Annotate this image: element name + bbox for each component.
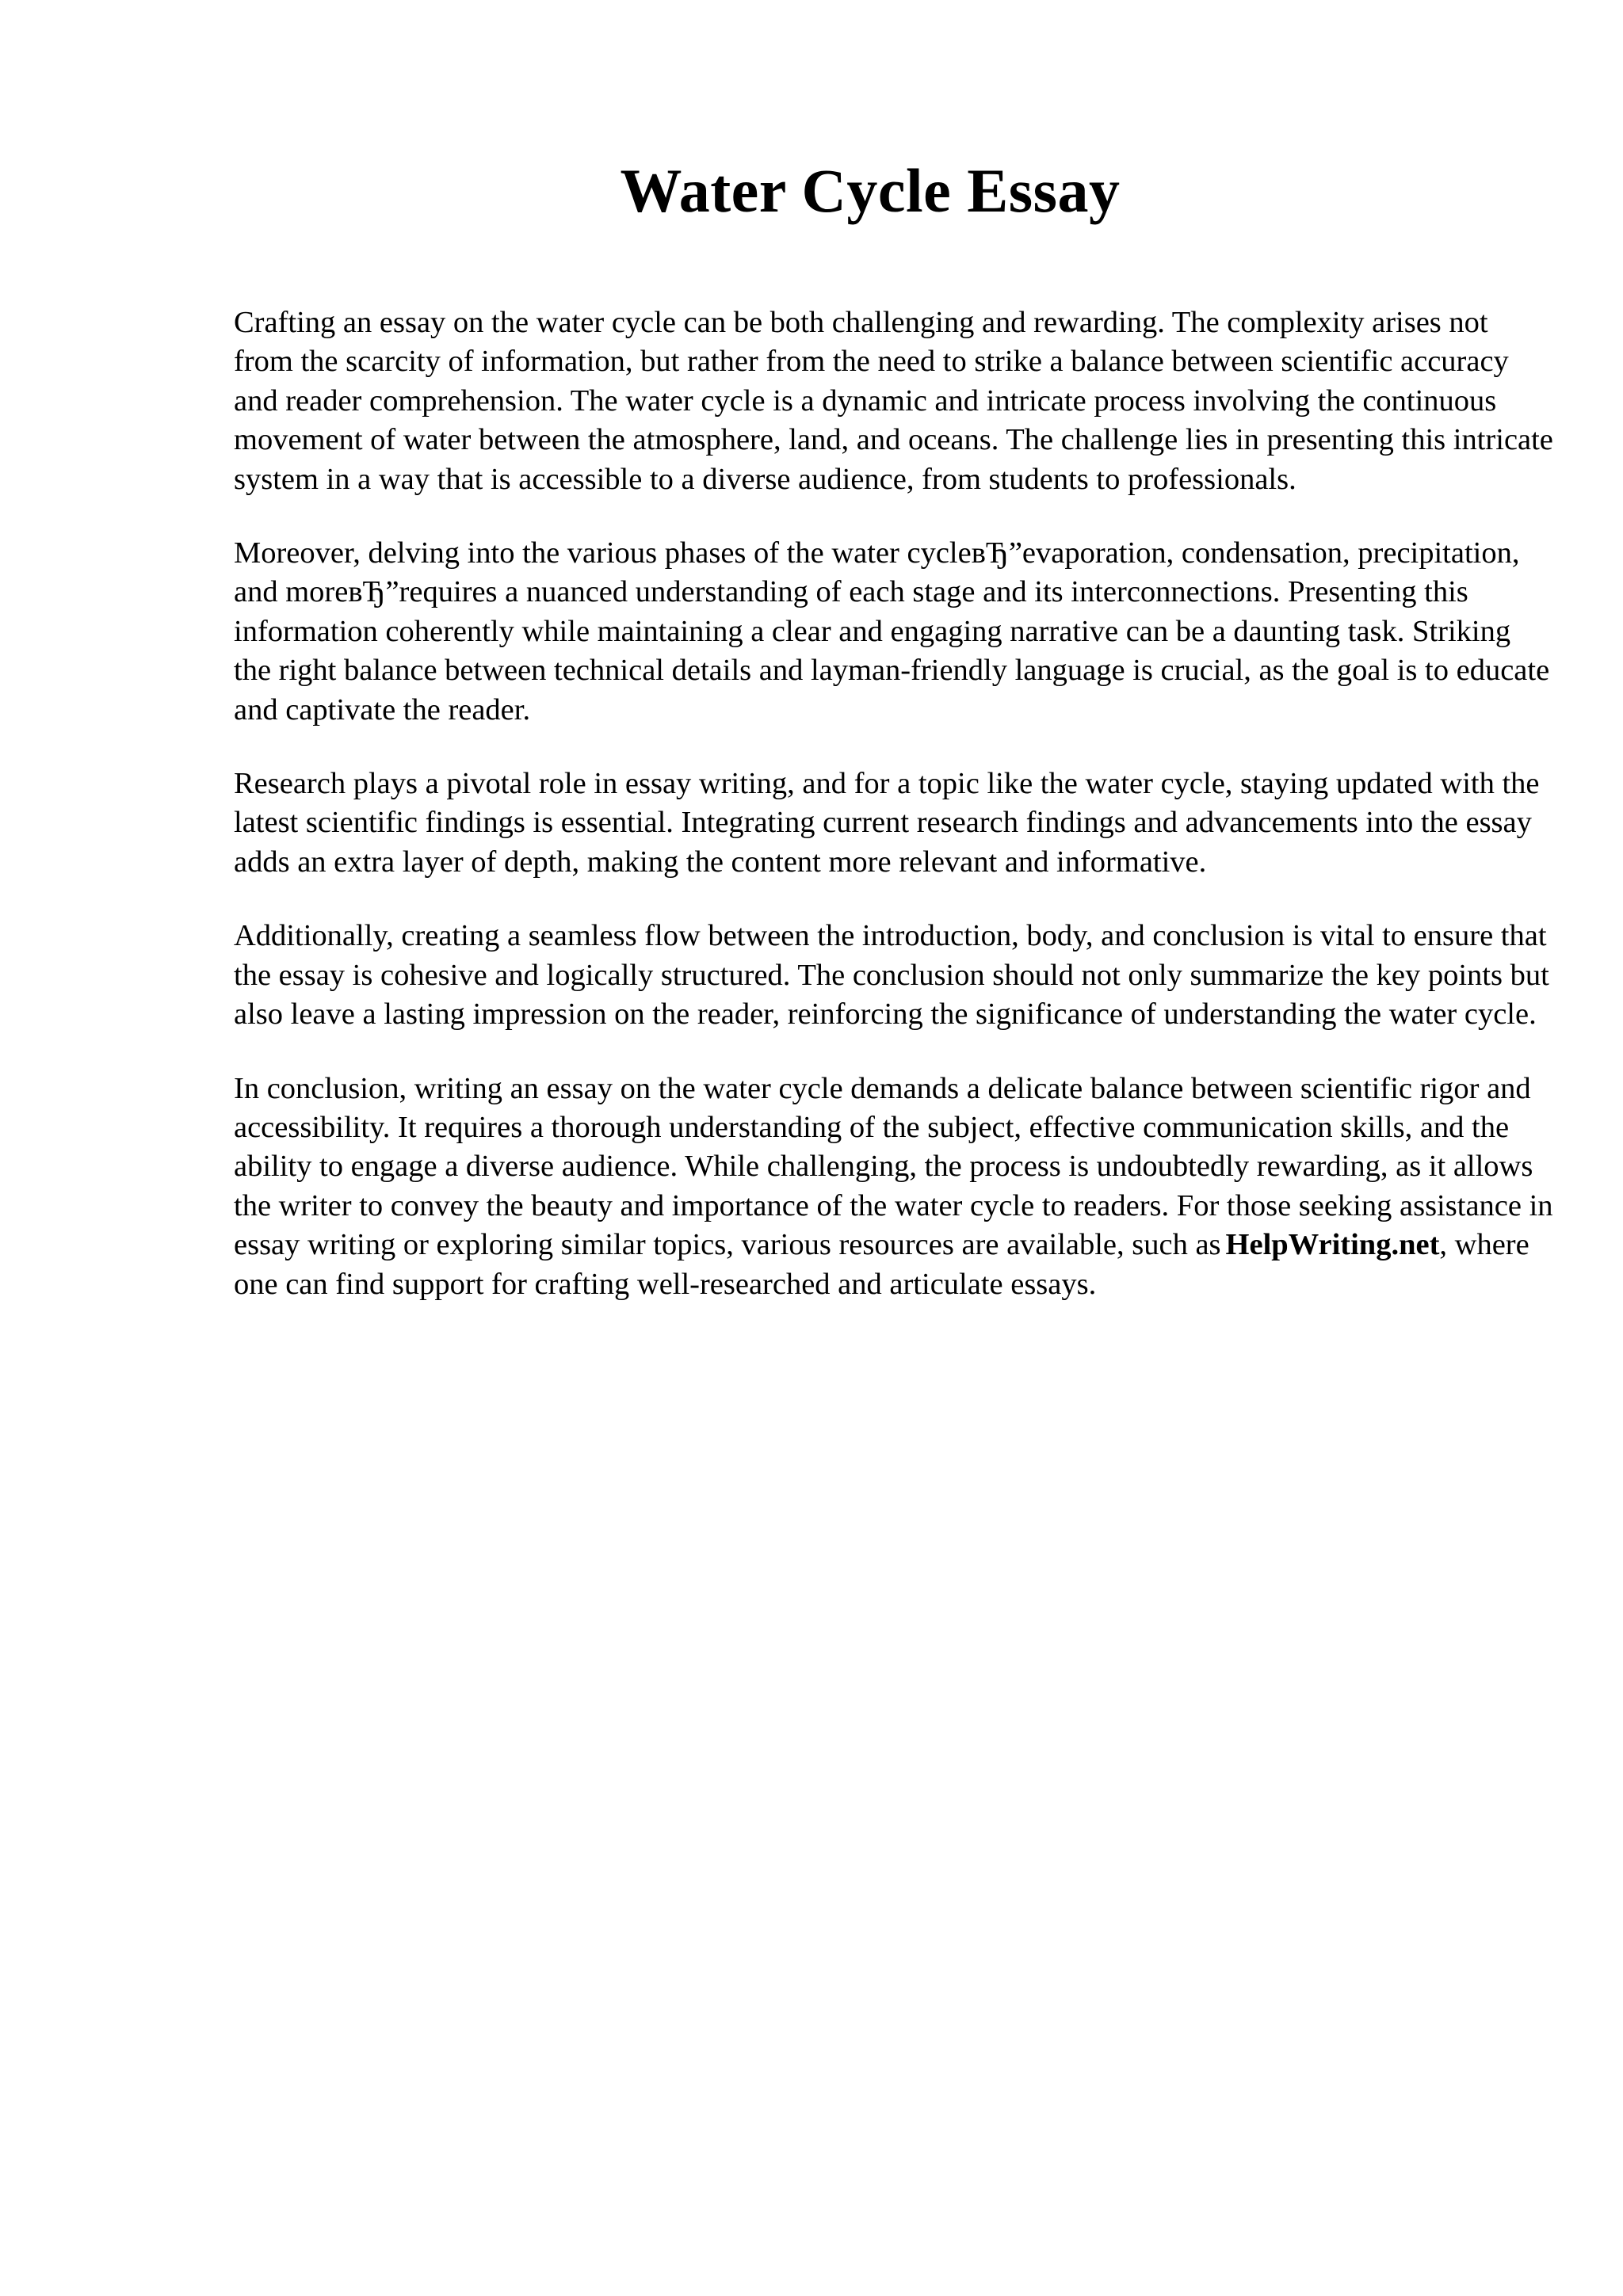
paragraph-conclusion bbox=[234, 1070, 1553, 1304]
page-title: Water Cycle Essay bbox=[620, 156, 1121, 225]
conclusion-text-before: In conclusion, writing an essay on the water cycle demands a delicate balance between scientific rigor and accessibility. It requires a thorough understanding of the subject, effective communication skills, and the ability to engage a diverse audience. While challenging, the process is undoubtedly rewarding, as it allows the writer to convey the beauty and importance of the water cycle to readers. For those seeking assistance in essay writing or exploring similar topics, various resources are available, such as bbox=[234, 1071, 1553, 1262]
paragraph-research: Research plays a pivotal role in essay writing, and for a topic like the water cycle, staying updated with the latest scientific findings is essential. Integrating current research findings and advancements into the essay adds an extra layer of depth, making the content more relevant and informative. bbox=[234, 767, 1540, 879]
paragraph-structure: Additionally, creating a seamless flow between the introduction, body, and conclusion is vital to ensure that the essay is cohesive and logically structured. The conclusion should not only summarize the key points but also leave a lasting impression on the reader, reinforcing the significance of understanding the water cycle. bbox=[234, 919, 1549, 1032]
paragraph-phases: Moreover, delving into the various phases of the water cycleвЂ”evaporation, condensation, precipitation, and moreвЂ”requires a nuanced understanding of each stage and its interconnections. Presenting this information coherently while maintaining a clear and engaging narrative can be a daunting task. Striking the right balance between technical details and layman-friendly language is crucial, as the goal is to educate and captivate the reader. bbox=[234, 536, 1550, 727]
essay-body bbox=[234, 303, 1553, 1339]
paragraph-intro: Crafting an essay on the water cycle can be both challenging and rewarding. The complexity arises not from the scarcity of information, but rather from the need to strike a balance between scientific accuracy and reader comprehension. The water cycle is a dynamic and intricate process involving the continuous movement of water between the atmosphere, land, and oceans. The challenge lies in presenting this intricate system in a way that is accessible to a diverse audience, from students to professionals. bbox=[234, 306, 1553, 496]
conclusion-text-after: , where one can find support for crafting well-researched and articulate essays. bbox=[234, 1228, 1529, 1301]
helpwriting-link[interactable]: HelpWriting.net bbox=[1225, 1228, 1440, 1262]
